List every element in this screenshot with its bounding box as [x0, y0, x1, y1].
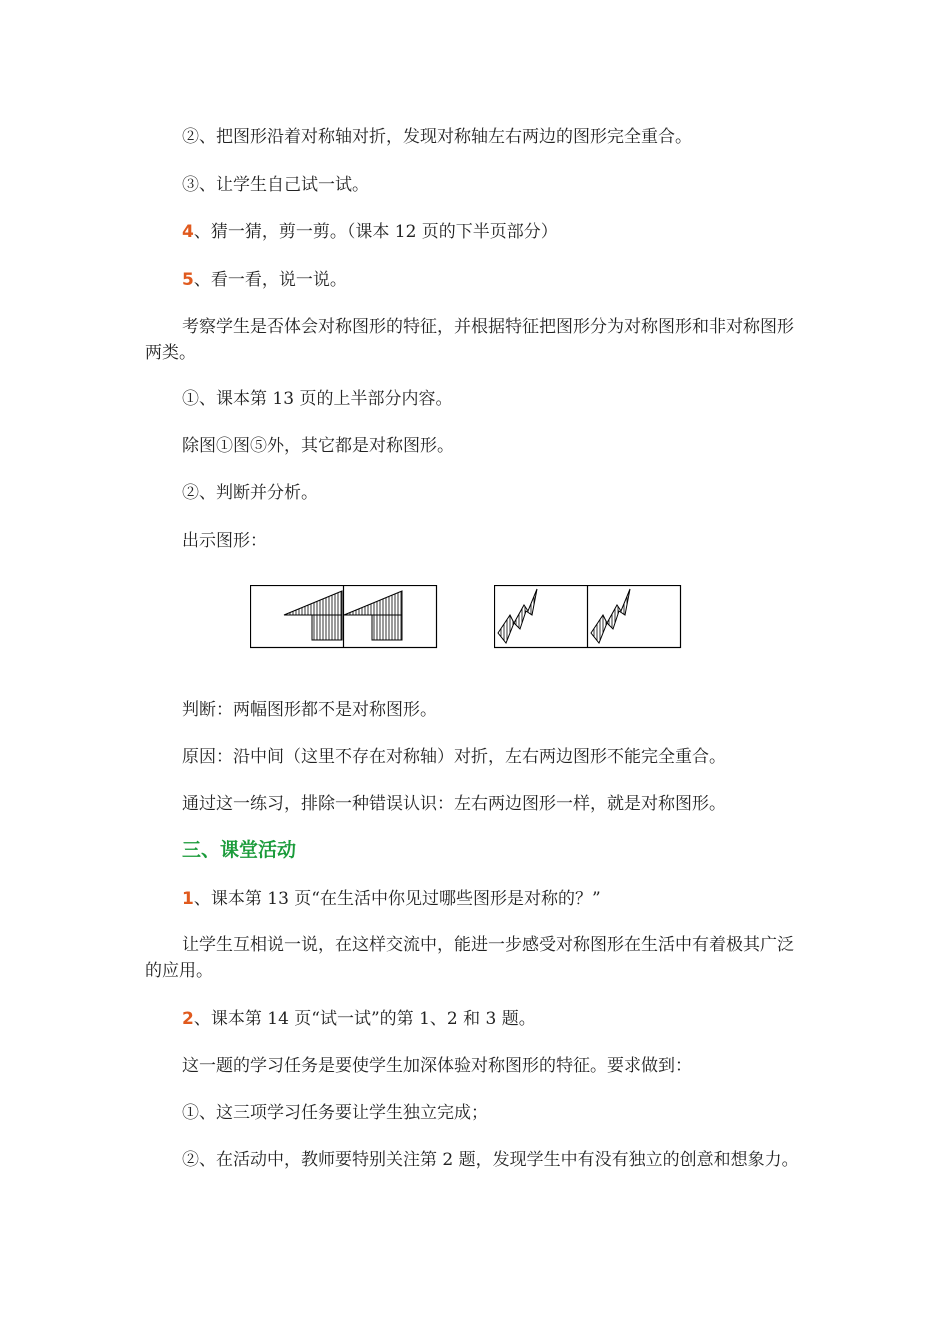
triangle-shape-right [344, 591, 402, 640]
item-number: 1 [182, 889, 194, 909]
paragraph: 除图①图⑤外，其它都是对称图形。 [182, 436, 454, 456]
paragraph: 出示图形： [182, 531, 267, 551]
paragraph: 判断：两幅图形都不是对称图形。 [182, 700, 437, 720]
item-number: 4 [182, 222, 194, 242]
paragraph: ①、课本第 13 页的上半部分内容。 [182, 389, 453, 409]
paragraph: 原因：沿中间（这里不存在对称轴）对折，左右两边图形不能完全重合。 [182, 747, 726, 767]
section-heading: 三、课堂活动 [182, 839, 297, 861]
list-item [145, 219, 810, 245]
item-text: 、课本第 14 页“试一试”的第 1、2 和 3 题。 [193, 1009, 536, 1029]
paragraph: 让学生互相说一说，在这样交流中，能进一步感受对称图形在生活中有着极其广泛的应用。 [145, 935, 794, 981]
list-item [145, 267, 810, 293]
figure-triangles [250, 585, 440, 651]
item-text: 、课本第 13 页“在生活中你见过哪些图形是对称的？” [193, 889, 601, 909]
paragraph: ①、这三项学习任务要让学生独立完成； [182, 1103, 488, 1123]
paragraph: ②、判断并分析。 [182, 483, 318, 503]
paragraph: ③、让学生自己试一试。 [182, 175, 369, 195]
item-text: 、看一看，说一说。 [193, 270, 347, 290]
item-number: 5 [182, 270, 194, 290]
paragraph: 这一题的学习任务是要使学生加深体验对称图形的特征。要求做到： [182, 1056, 692, 1076]
list-item [145, 886, 810, 912]
zigzag-shape-left [498, 589, 537, 643]
paragraph: 通过这一练习，排除一种错误认识：左右两边图形一样，就是对称图形。 [182, 794, 726, 814]
zigzag-shape-right [591, 589, 630, 643]
paragraph: ②、在活动中，教师要特别关注第 2 题，发现学生中有没有独立的创意和想象力。 [182, 1150, 799, 1170]
paragraph: 考察学生是否体会对称图形的特征，并根据特征把图形分为对称图形和非对称图形两类。 [145, 317, 794, 363]
figure-zigzags [494, 585, 684, 651]
paragraph: ②、把图形沿着对称轴对折，发现对称轴左右两边的图形完全重合。 [182, 127, 692, 147]
item-text: 、猜一猜，剪一剪。（课本 12 页的下半页部分） [193, 222, 558, 242]
item-number: 2 [182, 1009, 194, 1029]
list-item [145, 1006, 810, 1032]
triangle-shape-left [284, 591, 342, 640]
